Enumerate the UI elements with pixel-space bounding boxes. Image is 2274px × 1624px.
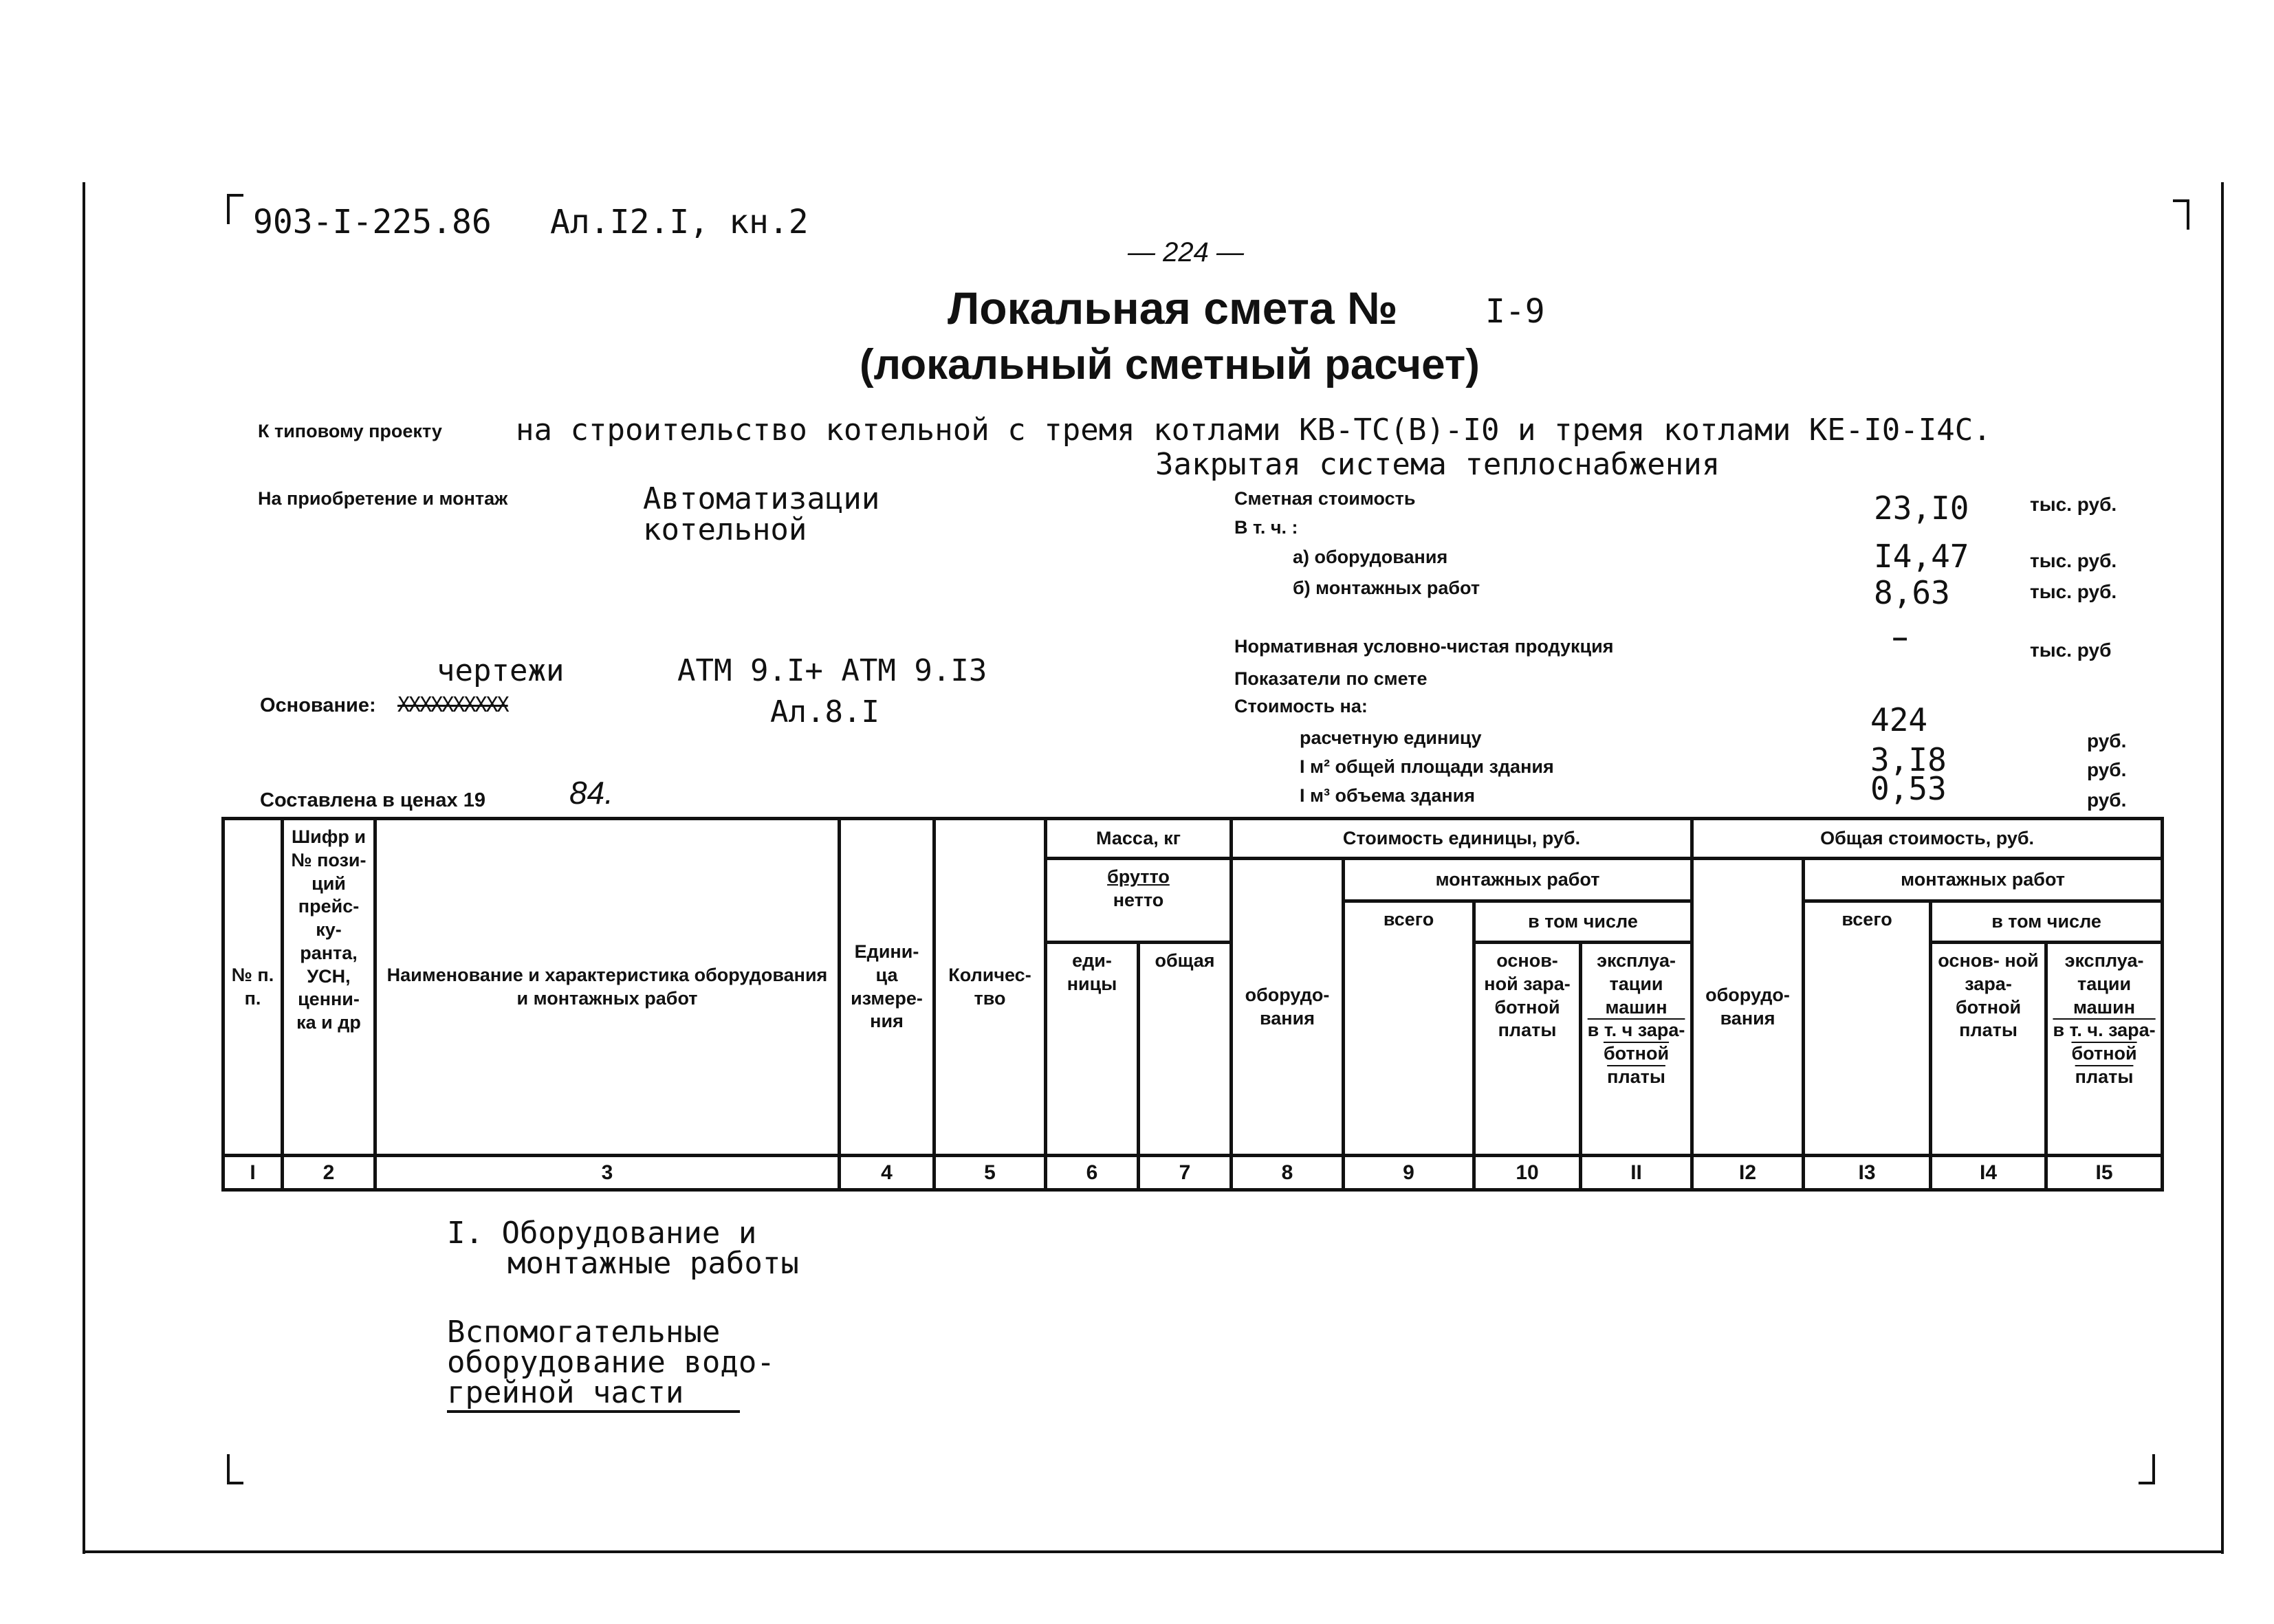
col-header-mass-unit: еди- ницы: [1046, 943, 1139, 1156]
col-number-8: 8: [1232, 1156, 1344, 1190]
col-header-mass: Масса, кг: [1046, 819, 1232, 859]
col-header-total-in-that: в том числе: [1931, 901, 2163, 943]
net-product-label: Нормативная условно-чистая продукция: [1234, 636, 1614, 657]
section-title-line2: монтажные работы: [507, 1246, 799, 1281]
col-number-14: I4: [1931, 1156, 2046, 1190]
estimate-subtitle: (локальный сметный расчет): [860, 341, 1480, 388]
installation-cost-label: б) монтажных работ: [1293, 578, 1480, 598]
basis-label: Основание:: [260, 694, 376, 716]
total-cost-unit: тыс. руб.: [2030, 494, 2117, 515]
page-number: — 224 —: [1128, 237, 1244, 267]
col-header-unit-installation: монтажных работ: [1344, 859, 1692, 901]
equipment-cost-unit: тыс. руб.: [2030, 550, 2117, 571]
col-header-unit-base-salary: основ- ной зара- ботной платы: [1474, 943, 1581, 1156]
col-number-15: I5: [2046, 1156, 2163, 1190]
frame-left-line: [83, 182, 85, 1554]
drawings-value: АТМ 9.I+ АТМ 9.I3: [677, 653, 987, 688]
per-m3-unit: руб.: [2087, 789, 2127, 811]
col-number-12: I2: [1692, 1156, 1804, 1190]
machine-op-label: эксплуа- тации машин: [2064, 950, 2144, 1018]
col-header-unit-cost: Стоимость единицы, руб.: [1232, 819, 1692, 859]
purpose-label: На приобретение и монтаж: [258, 488, 508, 509]
estimate-table: [221, 817, 2164, 1192]
total-cost-value: 23,I0: [1874, 490, 1969, 527]
subsection-line2: оборудование водо-: [447, 1345, 775, 1380]
total-cost-label: Сметная стоимость: [1234, 488, 1416, 509]
netto-label: нетто: [1113, 889, 1164, 910]
equipment-cost-value: I4,47: [1874, 538, 1969, 575]
col-number-1: I: [223, 1156, 283, 1190]
col-number-13: I3: [1804, 1156, 1931, 1190]
purpose-value-line2: котельной: [643, 512, 807, 547]
per-m2-label: I м² общей площади здания: [1300, 756, 1554, 777]
col-header-name: Наименование и характеристика оборудования и монтажных работ: [375, 819, 840, 1156]
col-number-9: 9: [1344, 1156, 1474, 1190]
indicators-label: Показатели по смете: [1234, 668, 1428, 689]
estimate-number: I-9: [1485, 292, 1545, 331]
col-number-5: 5: [934, 1156, 1046, 1190]
per-unit-value: 424: [1870, 701, 1928, 738]
corner-mark-bottom-right: [2139, 1454, 2155, 1484]
frame-bottom-line: [83, 1550, 2224, 1553]
cost-on-label: Стоимость на:: [1234, 696, 1368, 716]
net-product-unit: тыс. руб: [2030, 639, 2112, 661]
per-m2-unit: руб.: [2087, 759, 2127, 780]
drawings-album: Ал.8.I: [770, 694, 879, 729]
col-number-6: 6: [1046, 1156, 1139, 1190]
incl-salary-label: в т. ч зара- ботной платы: [1587, 1020, 1685, 1087]
col-header-unit-all: всего: [1344, 901, 1474, 1156]
net-product-value: –: [1892, 622, 1908, 652]
col-header-total-equipment: оборудо- вания: [1692, 859, 1804, 1156]
project-label: К типовому проекту: [258, 421, 442, 441]
frame-right-line: [2221, 182, 2224, 1554]
incl-label: В т. ч. :: [1234, 517, 1298, 538]
col-number-2: 2: [283, 1156, 375, 1190]
col-number-4: 4: [840, 1156, 934, 1190]
drawings-label: чертежи: [437, 653, 565, 688]
col-header-number: № п. п.: [223, 819, 283, 1156]
col-number-11: II: [1581, 1156, 1692, 1190]
purpose-value-line1: Автоматизации: [643, 481, 880, 516]
per-m3-value: 0,53: [1870, 770, 1947, 807]
col-header-total-installation: монтажных работ: [1804, 859, 2163, 901]
equipment-cost-label: а) оборудования: [1293, 547, 1448, 567]
basis-struck-text: ХХХХХХХХХХ: [397, 693, 508, 717]
col-header-total-cost: Общая стоимость, руб.: [1692, 819, 2163, 859]
document-code: 903-I-225.86: [253, 203, 492, 241]
col-header-total-base-salary: основ- ной зара- ботной платы: [1931, 943, 2046, 1156]
corner-mark-bottom-left: [227, 1454, 243, 1484]
prices-label: Составлена в ценах 19: [260, 789, 485, 811]
col-header-quantity: Количес- тво: [934, 819, 1046, 1156]
brutto-label: брутто: [1107, 866, 1170, 887]
subsection-line3: грейной части: [447, 1375, 740, 1413]
col-header-total-machine: [2046, 943, 2163, 1156]
col-header-unit-equipment: оборудо- вания: [1232, 859, 1344, 1156]
per-m2-value: 3,I8: [1870, 741, 1947, 778]
incl-salary-label: в т. ч. зара- ботной платы: [2053, 1020, 2156, 1087]
col-header-unit-machine: [1581, 943, 1692, 1156]
col-number-10: 10: [1474, 1156, 1581, 1190]
col-header-brutto-netto: [1046, 859, 1232, 943]
subsection-line1: Вспомогательные: [447, 1315, 721, 1350]
machine-op-label: эксплуа- тации машин: [1597, 950, 1676, 1018]
col-number-7: 7: [1139, 1156, 1232, 1190]
col-number-3: 3: [375, 1156, 840, 1190]
per-unit-label: расчетную единицу: [1300, 727, 1482, 748]
col-header-mass-total: общая: [1139, 943, 1232, 1156]
per-m3-label: I м³ объема здания: [1300, 785, 1475, 806]
installation-cost-value: 8,63: [1874, 574, 1950, 611]
per-unit-unit: руб.: [2087, 730, 2127, 751]
col-header-unit-in-that: в том числе: [1474, 901, 1692, 943]
installation-cost-unit: тыс. руб.: [2030, 581, 2117, 602]
estimate-title: Локальная смета №: [948, 283, 1398, 333]
col-header-unit: Едини- ца измере- ния: [840, 819, 934, 1156]
corner-mark-top-right: [2173, 199, 2189, 230]
prices-year: 84.: [569, 775, 613, 811]
col-header-code: Шифр и № пози- ций прейс- ку- ранта, УСН, ценни- ка и др: [283, 819, 375, 1156]
project-text: на строительство котельной с тремя котлами КВ-ТС(В)-I0 и тремя котлами КЕ-I0-I4С.: [516, 413, 1991, 448]
col-header-total-all: всего: [1804, 901, 1931, 1156]
album-reference: Ал.I2.I, кн.2: [550, 203, 809, 241]
corner-mark-top-left: [227, 194, 243, 224]
project-heat-system: Закрытая система теплоснабжения: [1155, 447, 1720, 482]
section-title-line1: I. Оборудование и: [447, 1216, 757, 1251]
